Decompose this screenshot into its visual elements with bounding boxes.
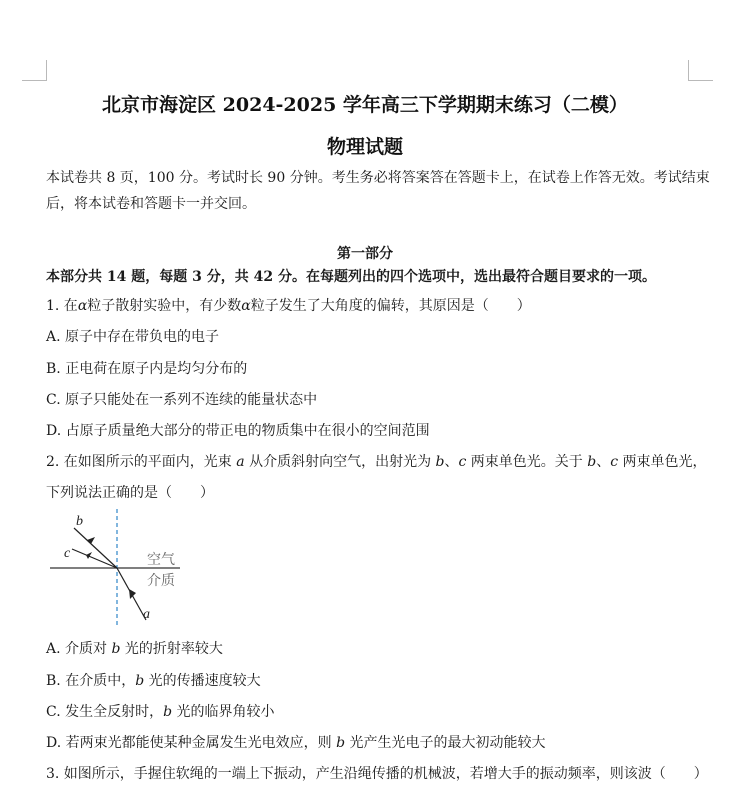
refraction-diagram (46, 507, 196, 629)
question-2-line-1: 2. 在如图所示的平面内，光束 a 从介质斜射向空气，出射光为 b、c 两束单色光。关于 b、c 两束单色光， (46, 454, 707, 470)
q2-option-a: A. 介质对 b 光的折射率较大 (46, 641, 223, 657)
alpha-symbol: α (241, 298, 251, 314)
label-air: 空气 (147, 552, 175, 568)
alpha-symbol: α (77, 298, 88, 314)
q2-option-c: C. 发生全反射时，b 光的临界角较小 (46, 704, 275, 720)
ray-a-arrow (129, 589, 136, 599)
part-instruction: 本部分共 14 题，每题 3 分，共 42 分。在每题列出的四个选项中，选出最符合题目要求的一项。 (46, 269, 656, 285)
q1-option-a: A. 原子中存在带负电的电子 (46, 329, 220, 345)
question-1: 1. 在α粒子散射实验中，有少数α粒子发生了大角度的偏转，其原因是（ ） (46, 298, 531, 314)
ray-b-arrow (87, 537, 95, 544)
ray-c (72, 549, 117, 568)
q2-option-d: D. 若两束光都能使某种金属发生光电效应，则 b 光产生光电子的最大初动能较大 (46, 735, 546, 751)
label-b: b (76, 514, 83, 529)
q1-option-c: C. 原子只能处在一系列不连续的能量状态中 (46, 392, 318, 408)
label-a: a (143, 607, 150, 622)
ray-c-arrow (86, 552, 92, 559)
q1-option-d: D. 占原子质量绝大部分的带正电的物质集中在很小的空间范围 (46, 423, 430, 439)
exam-title: 北京市海淀区 2024-2025 学年高三下学期期末练习（二模） (102, 94, 628, 116)
exam-subtitle: 物理试题 (326, 136, 403, 158)
intro-line-1: 本试卷共 8 页，100 分。考试时长 90 分钟。考生务必将答案答在答题卡上，在试卷上作答无效。考试结束 (46, 170, 710, 186)
page-corner-mark-right (688, 60, 713, 81)
label-c: c (64, 546, 71, 561)
q2-option-b: B. 在介质中，b 光的传播速度较大 (46, 673, 261, 689)
label-medium: 介质 (147, 573, 175, 589)
question-2-line-2: 下列说法正确的是（ ） (46, 485, 214, 501)
question-3: 3. 如图所示，手握住软绳的一端上下振动，产生沿绳传播的机械波，若增大手的振动频率，则该波（ ） (46, 766, 708, 782)
page-corner-mark-left (22, 60, 47, 81)
intro-line-2: 后，将本试卷和答题卡一并交回。 (46, 196, 256, 212)
part-heading: 第一部分 (337, 246, 393, 262)
q1-option-b: B. 正电荷在原子内是均匀分布的 (46, 361, 248, 377)
ray-b (74, 528, 117, 568)
